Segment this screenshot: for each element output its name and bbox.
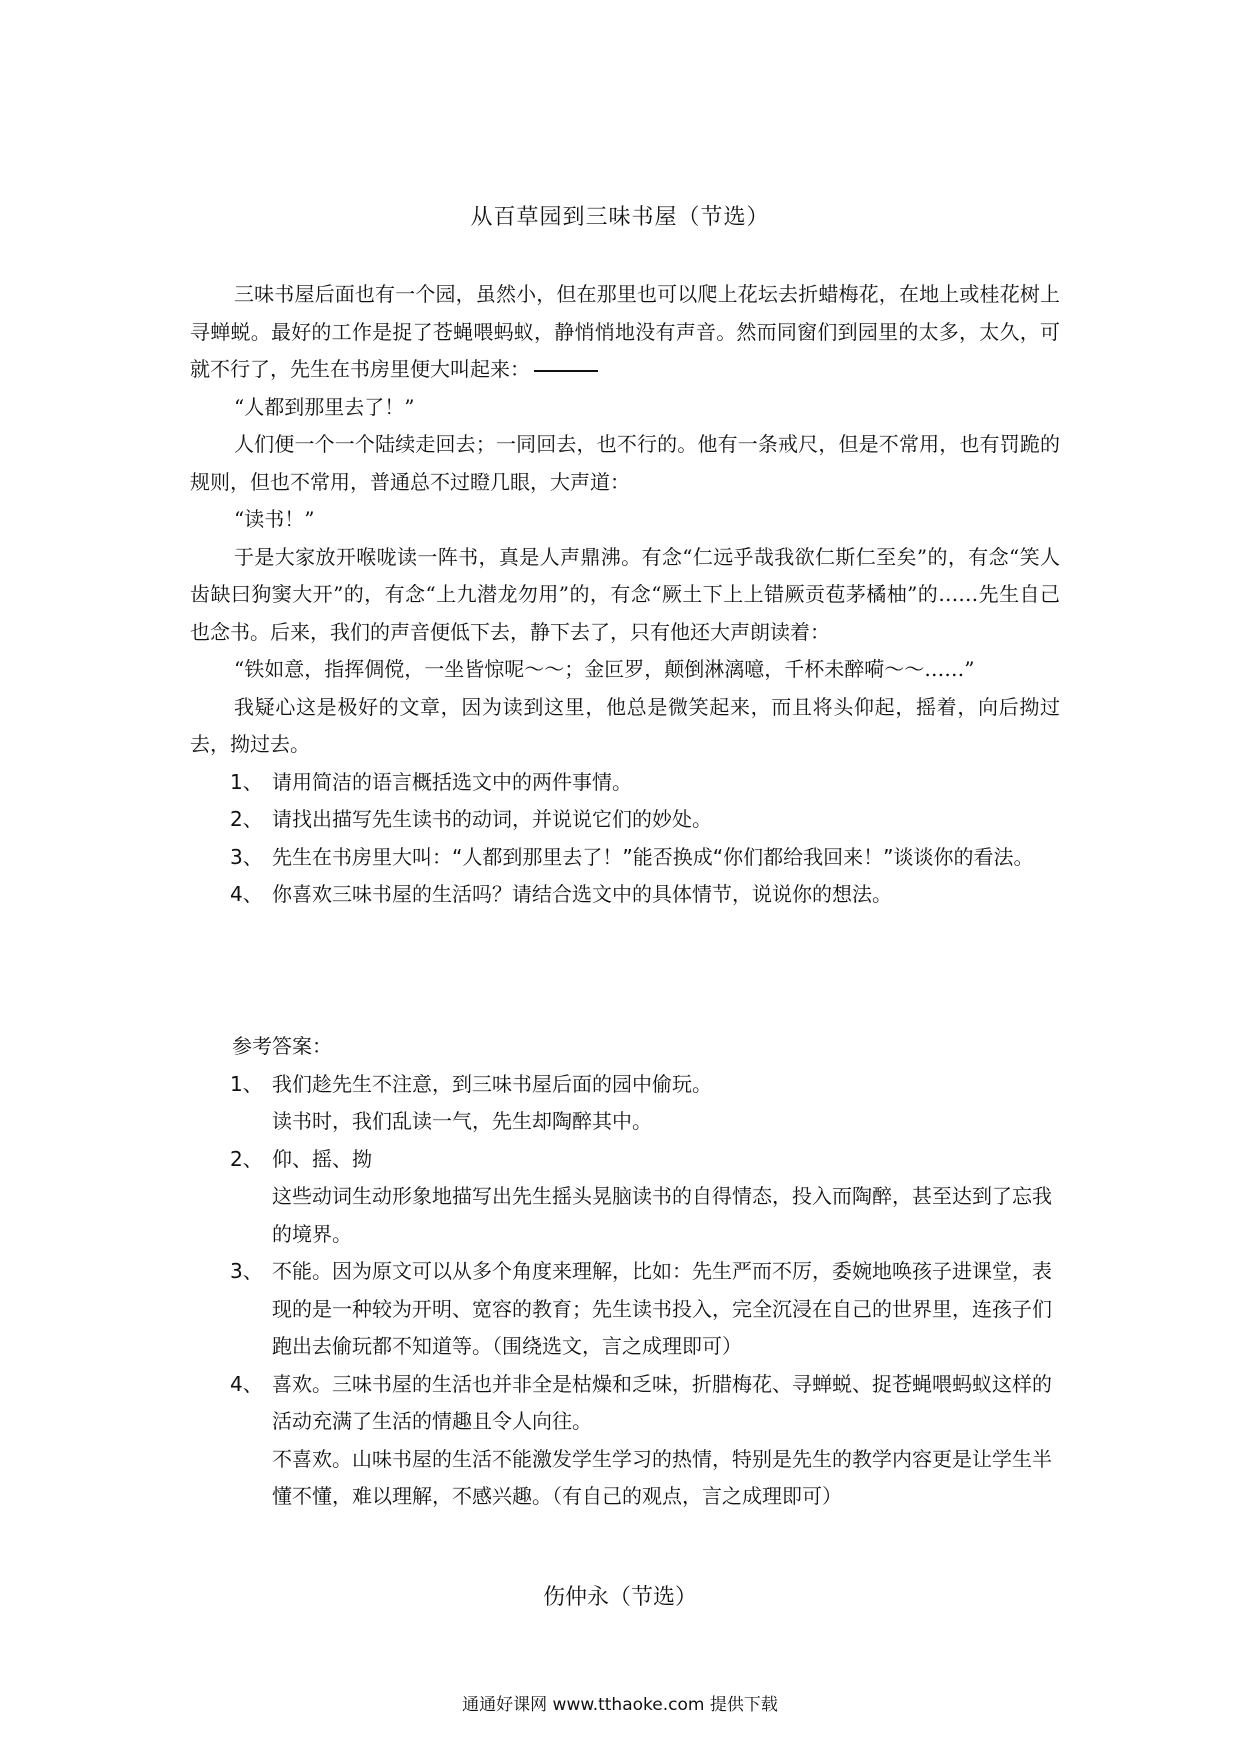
answer-text: 喜欢。三味书屋的生活也并非全是枯燥和乏味，折腊梅花、寻蝉蜕、捉苍蝇喂蚂蚁这样的活动充满了生活的情趣且令人向往。 xyxy=(272,1371,1052,1433)
answer-text: 我们趁先生不注意，到三味书屋后面的园中偷玩。 xyxy=(272,1071,712,1096)
question-number: 2、 xyxy=(230,807,263,831)
question-text: 请用简洁的语言概括选文中的两件事情。 xyxy=(272,769,632,794)
answer-item xyxy=(190,1141,1060,1179)
question-item xyxy=(190,839,1060,877)
answer-number: 3、 xyxy=(230,1259,263,1283)
passage-paragraph: 我疑心这是极好的文章，因为读到这里，他总是微笑起来，而且将头仰起，摇着，向后拗过去，拗过去。 xyxy=(190,694,1060,756)
passage-quote: “铁如意，指挥倜傥，一坐皆惊呢～～；金叵罗，颠倒淋漓噫，千杯未醉嗬～～……” xyxy=(234,657,975,681)
question-item xyxy=(190,876,1060,914)
question-list xyxy=(190,764,1060,914)
next-section-title: 伤仲永（节选） xyxy=(542,1585,697,1610)
question-number: 4、 xyxy=(230,882,263,906)
question-item xyxy=(190,801,1060,839)
answer-number: 2、 xyxy=(230,1146,263,1171)
answer-extra: 这些动词生动形象地描写出先生摇头晃脑读书的自得情态，投入而陶醉，甚至达到了忘我的境界。 xyxy=(272,1184,1052,1246)
question-number: 1、 xyxy=(230,769,263,794)
passage-paragraph: 人们便一个一个陆续走回去；一同回去，也不行的。他有一条戒尺，但是不常用，也有罚跪的规则，但也不常用，普通总不过瞪几眼，大声道： xyxy=(190,432,1060,494)
passage-paragraph xyxy=(190,276,1060,389)
answer-extra: 读书时，我们乱读一气，先生却陶醉其中。 xyxy=(272,1109,652,1133)
passage-text: 三味书屋后面也有一个园，虽然小，但在那里也可以爬上花坛去折蜡梅花，在地上或桂花树上寻蝉蜕。最好的工作是捉了苍蝇喂蚂蚁，静悄悄地没有声音。然而同窗们到园里的太多，太久，可就不行了，先生在书房里便大叫起来： xyxy=(190,282,1060,381)
passage-body xyxy=(190,276,1060,914)
answer-item xyxy=(190,1253,1060,1366)
question-text: 你喜欢三味书屋的生活吗？请结合选文中的具体情节，说说你的想法。 xyxy=(272,882,892,906)
question-text: 先生在书房里大叫：“人都到那里去了！”能否换成“你们都给我回来！”谈谈你的看法。 xyxy=(272,844,1034,869)
answer-section xyxy=(190,1028,1060,1516)
passage-paragraph: 于是大家放开喉咙读一阵书，真是人声鼎沸。有念“仁远乎哉我欲仁斯仁至矣”的，有念“笑人齿缺曰狗窦大开”的，有念“上九潜龙勿用”的，有念“厥土下上上错厥贡苞茅橘柚”的……先生自己也念书。后来，我们的声音便低下去，静下去了，只有他还大声朗读着： xyxy=(190,544,1060,644)
page-title: 从百草园到三味书屋（节选） xyxy=(470,205,770,230)
dash-line xyxy=(534,370,598,372)
question-text: 请找出描写先生读书的动词，并说说它们的妙处。 xyxy=(272,807,712,831)
answer-item xyxy=(190,1066,1060,1104)
answer-label: 参考答案： xyxy=(232,1034,332,1058)
passage-quote: “读书！” xyxy=(234,507,315,531)
answer-item xyxy=(190,1366,1060,1441)
passage-quote: “人都到那里去了！” xyxy=(234,394,415,419)
answer-number: 4、 xyxy=(230,1371,263,1396)
answer-extra: 不喜欢。山味书屋的生活不能激发学生学习的热情，特别是先生的教学内容更是让学生半懂不懂，难以理解，不感兴趣。（有自己的观点，言之成理即可） xyxy=(272,1446,1052,1508)
page-footer: 通通好课网 www.tthaoke.com 提供下载 xyxy=(462,1695,778,1715)
answer-number: 1、 xyxy=(230,1071,263,1096)
question-number: 3、 xyxy=(230,844,263,869)
question-item xyxy=(190,764,1060,802)
answer-text: 不能。因为原文可以从多个角度来理解，比如：先生严而不厉，委婉地唤孩子进课堂，表现的是一种较为开明、宽容的教育；先生读书投入，完全沉浸在自己的世界里，连孩子们跑出去偷玩都不知道等。（围绕选文，言之成理即可） xyxy=(272,1259,1052,1358)
answer-text: 仰、摇、拗 xyxy=(272,1146,372,1171)
